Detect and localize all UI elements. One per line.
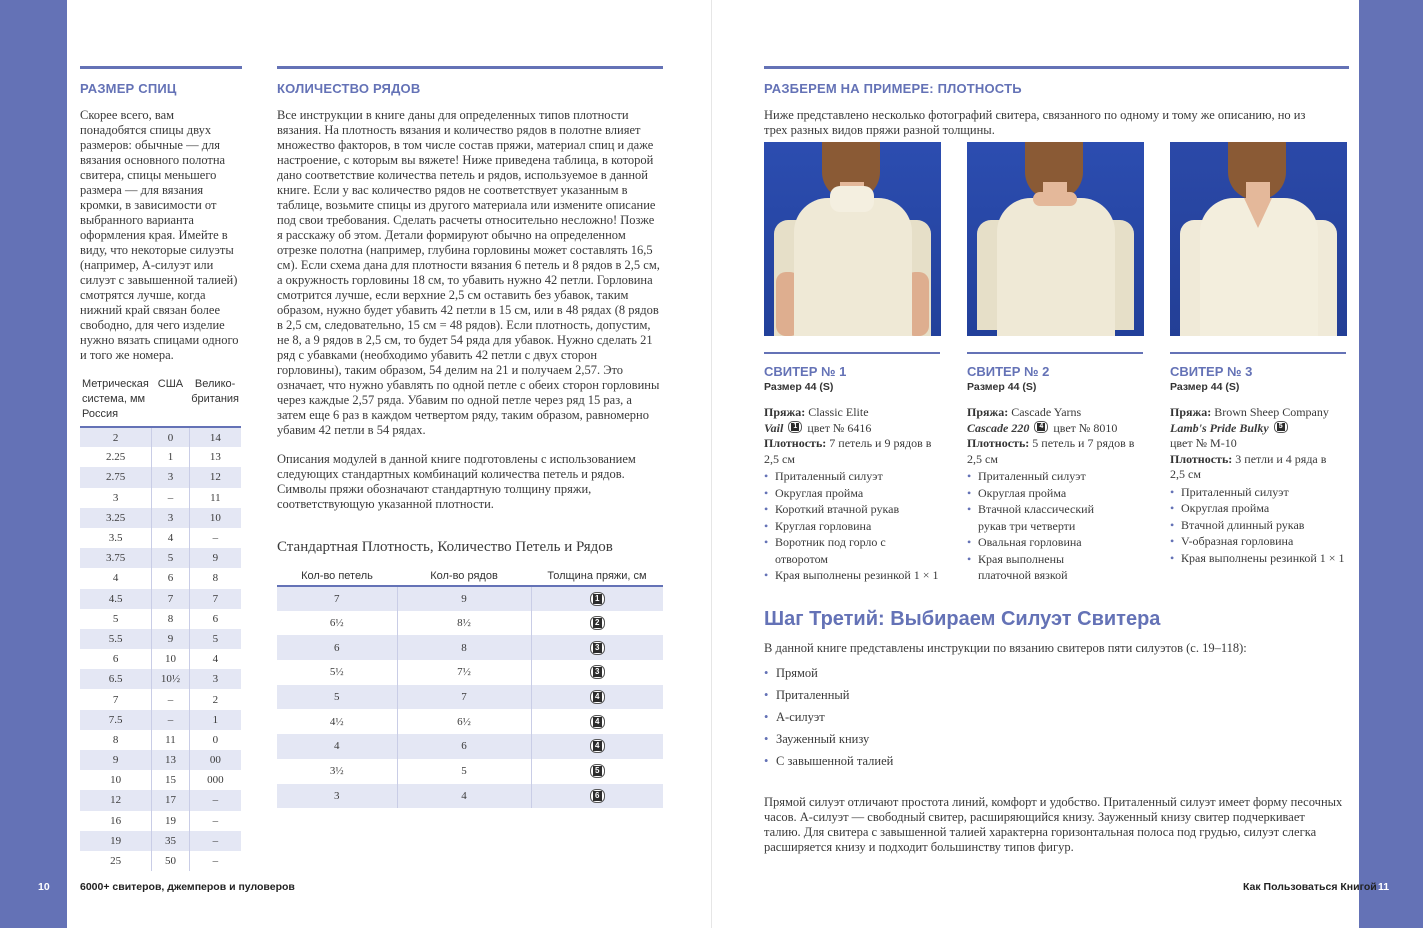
needle-uk-cell: – (189, 528, 241, 548)
needle-metric-cell: 19 (80, 831, 152, 851)
gauge-stitches-cell: 5 (277, 685, 397, 710)
feature-item: • Края выполнены платочной вязкой (967, 551, 1117, 584)
left-running-title: 6000+ свитеров, джемперов и пуловеров (80, 881, 295, 893)
gauge-rows-cell: 5 (397, 759, 531, 784)
needle-usa-cell: – (152, 689, 190, 709)
sweater-1-gauge (764, 436, 944, 467)
needle-table-row (80, 447, 241, 467)
needle-usa-cell: 7 (152, 589, 190, 609)
needle-usa-cell: 3 (152, 467, 190, 487)
needle-usa-cell: 9 (152, 629, 190, 649)
gauge-yarn-cell (531, 660, 663, 685)
needle-table-row (80, 790, 241, 810)
needle-uk-cell: 4 (189, 649, 241, 669)
gauge-rows-cell: 8½ (397, 611, 531, 636)
needle-uk-cell: – (189, 790, 241, 810)
yarn-weight-icon: 4 (1033, 421, 1049, 433)
needle-uk-cell: 00 (189, 750, 241, 770)
needle-usa-cell: 19 (152, 811, 190, 831)
needle-usa-cell: 1 (152, 447, 190, 467)
rows-heading: КОЛИЧЕСТВО РЯДОВ (277, 81, 421, 96)
yarn-weight-icon: 4 (587, 715, 608, 729)
yarn-color: цвет № 6416 (807, 420, 872, 435)
feature-item: • Овальная горловина (967, 534, 1117, 551)
silhouette-item: • С завышенной талией (764, 750, 893, 772)
yarn-weight-icon: 4 (587, 739, 608, 753)
needle-usa-cell: 3 (152, 508, 190, 528)
gauge-table-body (277, 586, 663, 808)
yarn-label: Пряжа: (967, 405, 1009, 419)
yarn-label: Пряжа: (764, 405, 806, 419)
needle-usa-cell: 35 (152, 831, 190, 851)
feature-item: • Приталенный силуэт (764, 468, 940, 485)
needle-uk-cell: 0 (189, 730, 241, 750)
gauge-table-row (277, 685, 663, 710)
needle-usa-cell: – (152, 710, 190, 730)
needle-metric-cell: 3.25 (80, 508, 152, 528)
needle-usa-cell: 4 (152, 528, 190, 548)
needle-uk-cell: 2 (189, 689, 241, 709)
right-running-title: Как Пользоваться Книгой (1243, 881, 1377, 893)
needle-table-row (80, 568, 241, 588)
needle-table-row (80, 811, 241, 831)
sweater-3-title: СВИТЕР № 3 (1170, 364, 1253, 379)
rows-paragraph-2: Описания модулей в данной книге подготовлены с использованием следующих стандартных комбинаций количества петель и рядов. Символы пряжи обозначают стандартную толщину пряжи, соответствующую указанной плотности. (277, 452, 636, 511)
needle-metric-cell: 6 (112, 653, 119, 666)
section-rule (277, 66, 663, 69)
needle-metric-cell: 7.5 (80, 710, 152, 730)
needle-metric-cell: 4 (112, 572, 119, 585)
needle-usa-cell: 11 (152, 730, 190, 750)
needle-table-row (80, 730, 241, 750)
left-margin-band (0, 0, 67, 928)
needle-table-row (80, 528, 241, 548)
yarn-weight-icon: 1 (787, 421, 803, 433)
gauge-yarn-cell (531, 586, 663, 611)
sweater-1-title: СВИТЕР № 1 (764, 364, 847, 379)
yarn-name: Vail (764, 420, 784, 435)
feature-item: • Приталенный силуэт (1170, 484, 1350, 501)
sweater-2-features (967, 468, 1117, 584)
yarn-weight-icon: 3 (587, 665, 608, 679)
needle-uk-cell: – (189, 851, 241, 871)
needle-size-text: Скорее всего, вам понадобятся спицы двух размеров: обычные — для вязания основного полотна свитера, спицы меньшего размера — для вязания кромки, в зависимости от выбранного варианта оформления края. Имейте в виду, что некоторые силуэты (например, А-силуэт или силуэт с завышенной талией) смотрятся лучше, когда нижний край связан более свободно, для чего изделие нужно вязать спицами одного и того же номера. (80, 108, 239, 362)
gauge-label: Плотность: (967, 436, 1030, 450)
needle-uk-cell: 6 (189, 609, 241, 629)
gauge-label: Плотность: (764, 436, 827, 450)
needle-table-row (80, 649, 241, 669)
gauge-rows-cell: 7½ (397, 660, 531, 685)
needle-uk-cell: 14 (189, 427, 241, 447)
feature-item: • Приталенный силуэт (967, 468, 1117, 485)
gauge-rows-cell: 8 (397, 635, 531, 660)
needle-metric-cell: 7 (112, 693, 119, 706)
yarn-brand: Brown Sheep Company (1214, 405, 1329, 419)
step-three-paragraph: Прямой силуэт отличают простота линий, комфорт и удобство. Приталенный силуэт имеет форму песочных часов. А-силуэт — свободный свитер, расширяющийся книзу. Зауженный книзу свитер подчеркивает талию. Для свитера с завышенной талией характерна горизонтальная полоса под грудью, силуэт слегка расширяется книзу и подходит большинству типов фигур. (764, 795, 1343, 854)
gauge-yarn-cell (531, 685, 663, 710)
gauge-rows-cell: 9 (397, 586, 531, 611)
sweater-1-size: Размер 44 (S) (764, 381, 834, 393)
needle-metric-cell: 2.25 (105, 451, 126, 464)
gauge-yarn-cell (531, 611, 663, 636)
needle-col-usa: США (152, 377, 190, 427)
needle-col-uk: Велико-британия (189, 377, 241, 427)
gauge-stitches-cell: 6½ (329, 617, 344, 630)
gauge-table-row (277, 784, 663, 809)
needle-table-row (80, 508, 241, 528)
yarn-label: Пряжа: (1170, 405, 1212, 419)
gauge-table-row (277, 586, 663, 611)
needle-metric-cell: 3 (112, 491, 119, 504)
gauge-table-row (277, 611, 663, 636)
yarn-weight-icon: 3 (587, 641, 608, 655)
gauge-stitches-cell: 4 (277, 734, 397, 759)
needle-metric-cell: 6.5 (80, 669, 152, 689)
sweater-3-features (1170, 484, 1350, 567)
needle-table-body (80, 427, 241, 871)
needle-uk-cell: 12 (189, 467, 241, 487)
step-three-intro: В данной книге представлены инструкции по вязанию свитеров пяти силуэтов (с. 19–118): (764, 641, 1247, 655)
needle-table-row (80, 629, 241, 649)
gauge-yarn-cell (531, 759, 663, 784)
gauge-stitches-cell: 3 (277, 784, 397, 809)
needle-metric-cell: 9 (80, 750, 152, 770)
silhouette-item: • Зауженный книзу (764, 728, 893, 750)
needle-usa-cell: – (152, 488, 190, 508)
yarn-name: Lamb's Pride Bulky (1170, 420, 1269, 435)
gauge-yarn-cell (531, 709, 663, 734)
needle-metric-cell: 2.75 (80, 467, 152, 487)
needle-table-row (80, 467, 241, 487)
needle-metric-cell: 16 (110, 814, 122, 827)
yarn-brand: Classic Elite (808, 405, 869, 419)
needle-metric-cell: 5 (112, 612, 119, 625)
needle-uk-cell: 8 (189, 568, 241, 588)
gauge-rows-cell: 7 (397, 685, 531, 710)
needle-usa-cell: 6 (152, 568, 190, 588)
sweater-2-title: СВИТЕР № 2 (967, 364, 1050, 379)
rows-section (277, 66, 663, 808)
yarn-brand: Cascade Yarns (1011, 405, 1082, 419)
gauge-table-row (277, 709, 663, 734)
sweater-1-features (764, 468, 940, 584)
sweater-1-info (764, 364, 944, 584)
sweater-2-info (967, 364, 1147, 584)
needle-uk-cell: 9 (189, 548, 241, 568)
needle-size-table (80, 377, 241, 871)
gauge-yarn-cell (531, 734, 663, 759)
feature-item: • Короткий втачной рукав (764, 501, 940, 518)
gauge-value: 5 петель и 7 рядов в 2,5 см (967, 436, 1135, 466)
yarn-weight-icon: 5 (587, 764, 608, 778)
gauge-table-row (277, 759, 663, 784)
right-page-number: 11 (1378, 881, 1390, 893)
needle-table-row (80, 750, 241, 770)
rows-paragraph-1: Все инструкции в книге даны для определенных типов плотности вязания. На плотность вязания и количество рядов в полотне влияет множество факторов, в том числе состав пряжи, материал спиц и даже настроение, с которым вы вяжете! Ниже приведена таблица, в которой дано соответствие количества петель и рядов, используемое в данной книге. Если у вас количество рядов не соответствует указанным в таблице, возьмите спицы из другого материала или измените описание под свои требования. Сделать расчеты относительно несложно! Позже я расскажу об этом. Детали формируют обычно на определенном отрезке полотна (например, глубина горловины может составлять 16,5 см). Если схема дана для плотности вязания 6 петель и 8 рядов в 2,5 см, а окружность горловины 18 см, то убавить нужно 42 петли. Горловина смотрится лучше, если верхние 2,5 см оставить без убавок, таким образом, нужно будет убавить 42 петли в 15 см, или в 48 рядах (8 рядов в 2,5 см, следовательно, 15 см = 48 рядов). Если плотность, допустим, не 8, а 9 рядов в 2,5 см, то будет 54 ряда для убавок. Нужно сделать 21 ряд с убавками (необходимо убавить 42 петли с двух сторон горловины), таким образом, 54 делим на 21 и получаем 2,57. Это означает, что нужно убавлять по одной петле с обеих сторон горловины через каждые 2,57 ряда. Убавим по одной петле через ряд 15 раз, а затем еще 6 раз в каждом четвертом ряду, таким образом, равномерно убавим 42 петли в 54 рядах. (277, 108, 660, 437)
needle-uk-cell: 000 (189, 770, 241, 790)
needle-table-row (80, 831, 241, 851)
section-rule (764, 66, 1349, 69)
sweater-3-info (1170, 364, 1350, 566)
feature-item: • Втачной классический рукав три четверти (967, 501, 1117, 534)
needle-table-header (80, 377, 241, 427)
sweater-2-rule (967, 352, 1143, 354)
needle-table-row (80, 770, 241, 790)
needle-metric-cell: 10 (110, 774, 122, 787)
gauge-stitches-cell: 4½ (329, 715, 344, 728)
needle-table-row (80, 548, 241, 568)
sweater-1-rule (764, 352, 940, 354)
gauge-table (277, 570, 663, 808)
sweater-1-yarn (764, 405, 944, 436)
needle-uk-cell: 7 (189, 589, 241, 609)
yarn-color: цвет № M-10 (1170, 436, 1237, 450)
needle-table-row (80, 710, 241, 730)
needle-table-row (80, 488, 241, 508)
needle-metric-cell: 4.5 (80, 589, 152, 609)
gauge-col-rows: Кол-во рядов (397, 570, 531, 586)
step-three-title: Шаг Третий: Выбираем Силуэт Свитера (764, 608, 1161, 630)
needle-table-row (80, 689, 241, 709)
feature-item: • Края выполнены резинкой 1 × 1 (1170, 550, 1350, 567)
feature-item: • Округлая пройма (1170, 500, 1350, 517)
needle-uk-cell: 3 (189, 669, 241, 689)
needle-uk-cell: 5 (189, 629, 241, 649)
sweater-3-yarn (1170, 405, 1350, 452)
needle-metric-cell: 25 (110, 855, 122, 868)
silhouette-list (764, 662, 893, 772)
needle-metric-cell: 3.5 (108, 532, 123, 545)
needle-uk-cell: – (189, 831, 241, 851)
yarn-weight-icon: 2 (587, 616, 608, 630)
gauge-table-row (277, 635, 663, 660)
gauge-value: 7 петель и 9 рядов в 2,5 см (764, 436, 932, 466)
needle-usa-cell: 8 (152, 609, 190, 629)
silhouette-item: • Прямой (764, 662, 893, 684)
needle-uk-cell: 13 (189, 447, 241, 467)
needle-col-metric: Метрическая система, мм Россия (80, 377, 152, 427)
needle-metric-cell: 2 (80, 427, 152, 447)
feature-item: • V-образная горловина (1170, 533, 1350, 550)
yarn-weight-icon: 4 (587, 690, 608, 704)
gauge-stitches-cell: 6 (277, 635, 397, 660)
gauge-value: 3 петли и 4 ряда в 2,5 см (1170, 451, 1327, 481)
silhouette-item: • А-силуэт (764, 706, 893, 728)
needle-metric-cell: 8 (112, 733, 119, 746)
yarn-name: Cascade 220 (967, 420, 1030, 435)
page-gutter (711, 0, 712, 928)
needle-usa-cell: 10½ (152, 669, 190, 689)
left-page-number: 10 (38, 881, 50, 893)
needle-table-row (80, 851, 241, 871)
gauge-rows-cell: 4 (397, 784, 531, 809)
sweater-2-size: Размер 44 (S) (967, 381, 1037, 393)
yarn-weight-icon: 1 (587, 592, 608, 606)
sweater-photo-2 (967, 142, 1144, 336)
needle-usa-cell: 0 (152, 427, 190, 447)
needle-size-section (80, 66, 242, 871)
feature-item: • Воротник под горло с отворотом (764, 534, 904, 567)
needle-usa-cell: 50 (152, 851, 190, 871)
needle-usa-cell: 10 (152, 649, 190, 669)
gauge-table-row (277, 660, 663, 685)
yarn-weight-icon: 5 (1273, 421, 1289, 433)
example-heading: РАЗБЕРЕМ НА ПРИМЕРЕ: ПЛОТНОСТЬ (764, 81, 1022, 96)
example-section (764, 66, 1349, 138)
gauge-label: Плотность: (1170, 451, 1233, 466)
needle-uk-cell: 10 (189, 508, 241, 528)
needle-metric-cell: 3.75 (80, 548, 152, 568)
needle-metric-cell: 12 (80, 790, 152, 810)
gauge-table-title: Стандартная Плотность, Количество Петель и Рядов (277, 539, 613, 555)
sweater-3-rule (1170, 352, 1346, 354)
gauge-col-stitches: Кол-во петель (277, 570, 397, 586)
needle-uk-cell: 11 (189, 488, 241, 508)
needle-usa-cell: 15 (152, 770, 190, 790)
gauge-stitches-cell: 7 (277, 586, 397, 611)
sweater-3-gauge (1170, 452, 1330, 483)
yarn-color: цвет № 8010 (1053, 420, 1118, 435)
gauge-col-yarn-weight: Толщина пряжи, см (531, 570, 663, 586)
needle-usa-cell: 17 (152, 790, 190, 810)
sweater-photo-3 (1170, 142, 1347, 336)
needle-table-row (80, 427, 241, 447)
sweater-photo-1 (764, 142, 941, 336)
needle-metric-cell: 5.5 (80, 629, 152, 649)
gauge-rows-cell: 6 (397, 734, 531, 759)
feature-item: • Края выполнены резинкой 1 × 1 (764, 567, 940, 584)
needle-table-row (80, 669, 241, 689)
gauge-table-row (277, 734, 663, 759)
needle-usa-cell: 13 (152, 750, 190, 770)
silhouette-item: • Приталенный (764, 684, 893, 706)
section-rule (80, 66, 242, 69)
gauge-rows-cell: 6½ (397, 709, 531, 734)
needle-table-row (80, 609, 241, 629)
needle-size-heading: РАЗМЕР СПИЦ (80, 81, 177, 96)
feature-item: • Втачной длинный рукав (1170, 517, 1350, 534)
gauge-yarn-cell (531, 635, 663, 660)
needle-usa-cell: 5 (152, 548, 190, 568)
sweater-3-size: Размер 44 (S) (1170, 381, 1240, 393)
sweater-2-yarn (967, 405, 1147, 436)
gauge-stitches-cell: 5½ (329, 666, 344, 679)
gauge-stitches-cell: 3½ (329, 765, 344, 778)
sweater-2-gauge (967, 436, 1137, 467)
needle-table-row (80, 589, 241, 609)
gauge-table-header (277, 570, 663, 586)
feature-item: • Округлая пройма (967, 485, 1117, 502)
example-intro: Ниже представлено несколько фотографий свитера, связанного по одному и тому же описанию, но из трех разных видов пряжи разной толщины. (764, 108, 1306, 137)
feature-item: • Округлая пройма (764, 485, 940, 502)
needle-uk-cell: – (189, 811, 241, 831)
needle-uk-cell: 1 (189, 710, 241, 730)
gauge-yarn-cell (531, 784, 663, 809)
feature-item: • Круглая горловина (764, 518, 940, 535)
right-margin-band (1359, 0, 1423, 928)
yarn-weight-icon: 6 (587, 789, 608, 803)
